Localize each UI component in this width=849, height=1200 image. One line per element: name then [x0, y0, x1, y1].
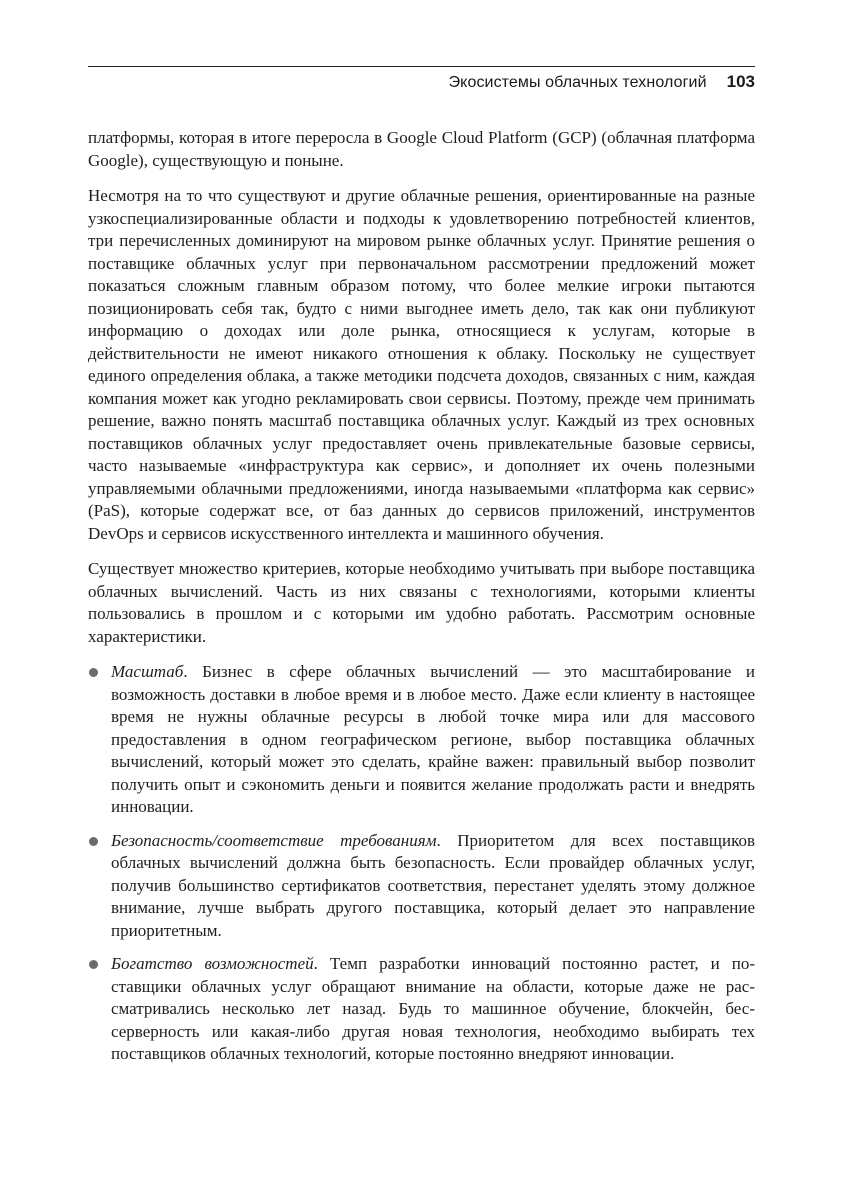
bullet-dot-icon — [89, 837, 98, 846]
bullet-dot-icon — [89, 960, 98, 969]
bullet-item — [88, 953, 755, 1066]
body-text — [88, 127, 755, 1077]
bullet-item — [88, 661, 755, 819]
chapter-title: Экосистемы облачных технологий — [448, 74, 707, 91]
bullet-text: . Темп разработки инноваций постоянно растет, и поставщики облачных услуг обращают внимание на области, которые даже не рассматривались несколько лет назад. Будь то машинное обучение, блокчейн, бессерверность или какая-либо другая новая технология, необходимо выбирать тех поставщиков облачных технологий, которые постоянно внедряют инновации. — [111, 954, 755, 1063]
header-rule — [88, 66, 755, 67]
bullet-dot-icon — [89, 668, 98, 677]
page-number: 103 — [726, 72, 755, 91]
running-header — [88, 72, 755, 92]
paragraph: Несмотря на то что существуют и другие облачные решения, ориентированные на разные узкоспециализированные области и подходы к удовлетворению потребностей клиентов, три перечисленных доминируют на мировом рынке облачных услуг. Принятие решения о поставщике облачных услуг при первоначальном рассмотрении предложений может показаться сложным главным образом потому, что более мелкие игроки пытаются позиционировать себя так, будто с ними выгоднее иметь дело, так как они публикуют информацию о доходах или доле рынка, относящиеся к услугам, которые в действительности не имеют никакого отношения к облаку. Поскольку не существует единого определения облака, а также методики подсчета доходов, связанных с ним, каждая компания может как угодно рекламировать свои сервисы. Поэтому, прежде чем принимать решение, важно понять масштаб поставщика облачных услуг. Каждый из трех основных поставщиков облачных услуг предоставляет очень привлекательные базовые сервисы, часто называемые «инфраструктура как сервис», и дополняет их очень полезными управляемыми облачными предложениями, иногда называемыми «платформа как сервис» (PaS), которые содержат все, от баз данных до сервисов приложений, инструментов DevOps и сервисов искусственного интеллекта и машинного обучения. — [88, 186, 755, 543]
bullet-item — [88, 830, 755, 943]
bullet-text: . Бизнес в сфере облачных вычислений — это масштабирование и возможность доставки в любое время и в любое место. Даже если клиенту в настоящее время не нужны облачные ресурсы в любой точке мира или для массового предоставления в одном географическом регионе, выбор поставщика облачных вычислений, который может это сделать, крайне важен: правильный выбор позволит получить опыт и сэкономить деньги и появится желание продолжать расти и внедрять инновации. — [111, 662, 755, 816]
bullet-list — [88, 661, 755, 1066]
bullet-term: Богатство возможностей — [111, 954, 314, 973]
bullet-text: . Приоритетом для всех поставщиков облачных вычислений должна быть безопасность. Если провайдер облачных услуг, получив большинство сертификатов соответствия, перестанет уделять этому должное внимание, лучше выбрать другого поставщика, который делает это направление приоритетным. — [111, 830, 755, 940]
bullet-term: Безопасность/соответствие требованиям — [111, 830, 437, 850]
paragraph: Существует множество критериев, которые необходимо учитывать при выборе поставщика облачных вычислений. Часть из них связаны с технологиями, которыми клиенты пользовались в прошлом и с которыми им удобно работать. Рассмотрим основные характеристики. — [88, 559, 755, 646]
bullet-term: Масштаб — [111, 662, 184, 681]
paragraph: платформы, которая в итоге переросла в Google Cloud Platform (GCP) (облачная платформа Google), существующую и поныне. — [88, 128, 755, 170]
